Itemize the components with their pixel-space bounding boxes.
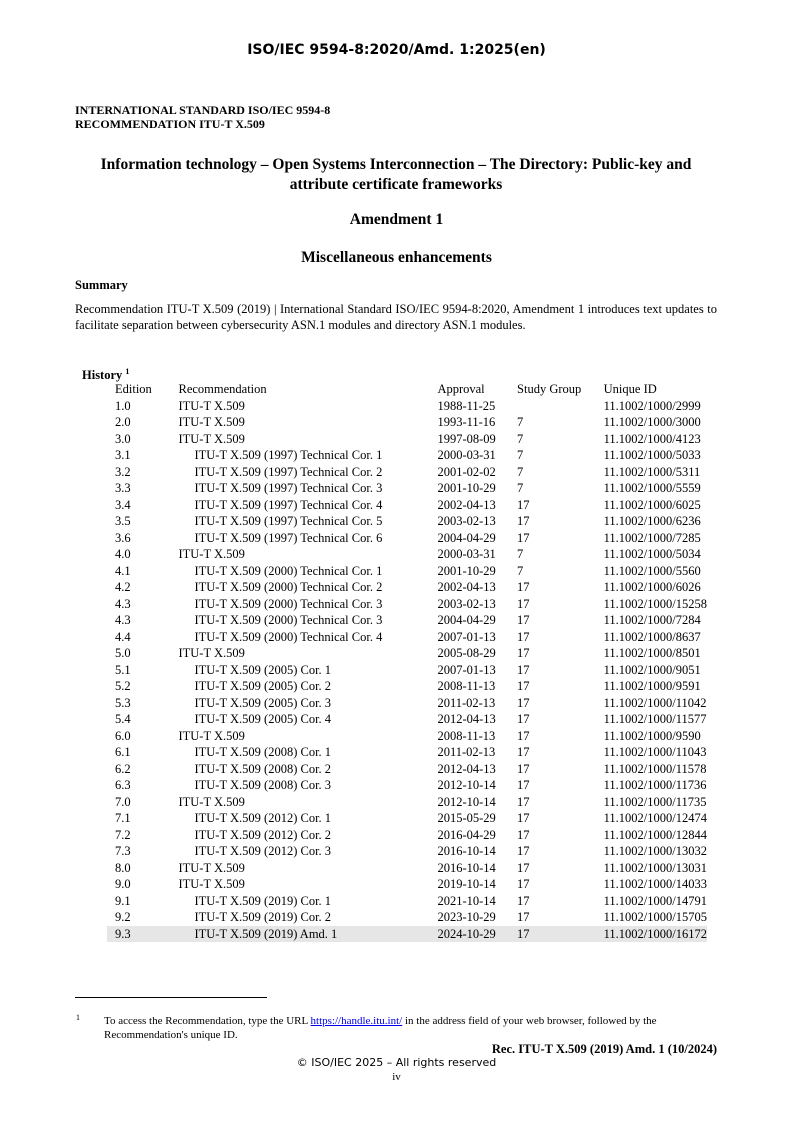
approval-date-cell: 2008-11-13 <box>437 728 496 743</box>
recommendation-cell: ITU-T X.509 (1997) Technical Cor. 5 <box>194 514 383 528</box>
col-edition: Edition <box>115 382 152 396</box>
study-group-cell: 17 <box>517 827 530 842</box>
study-group-cell: 17 <box>517 761 530 776</box>
unique-id-cell: 11.1002/1000/15258 <box>603 596 707 611</box>
approval-date-cell: 1997-08-09 <box>437 431 496 446</box>
study-group-cell: 17 <box>517 778 530 792</box>
recommendation-cell: ITU-T X.509 (1997) Technical Cor. 6 <box>194 530 383 545</box>
approval-date-cell: 2008-11-13 <box>437 679 496 693</box>
edition-cell: 9.3 <box>107 926 178 943</box>
history-row <box>107 398 707 415</box>
unique-id-cell: 11.1002/1000/6026 <box>603 580 701 594</box>
study-group-cell <box>517 398 604 415</box>
study-group-cell: 7 <box>517 415 524 429</box>
unique-id-cell: 11.1002/1000/5560 <box>603 563 701 578</box>
edition-cell: 3.3 <box>115 481 131 495</box>
edition-cell: 7.3 <box>115 844 131 858</box>
unique-id-cell: 11.1002/1000/4123 <box>603 431 701 446</box>
unique-id-cell: 11.1002/1000/2999 <box>603 398 701 413</box>
recommendation-cell: ITU-T X.509 (2000) Technical Cor. 1 <box>194 563 383 578</box>
footnote-mark: 1 <box>76 1013 80 1022</box>
history-row <box>107 794 707 811</box>
recommendation-cell: ITU-T X.509 (2005) Cor. 2 <box>194 679 332 693</box>
approval-date-cell: 2005-08-29 <box>437 646 496 660</box>
unique-id-cell: 11.1002/1000/11043 <box>603 745 707 759</box>
approval-date-cell: 2016-10-14 <box>437 860 496 875</box>
history-table-header <box>107 381 707 398</box>
study-group-cell: 17 <box>517 580 530 594</box>
study-group-cell: 7 <box>517 431 524 446</box>
edition-cell: 4.1 <box>115 563 131 578</box>
history-row <box>107 662 707 679</box>
unique-id-cell: 11.1002/1000/14791 <box>603 893 707 908</box>
unique-id-cell: 11.1002/1000/11735 <box>603 794 707 809</box>
history-row <box>107 695 707 712</box>
approval-date-cell: 2019-10-14 <box>437 877 496 891</box>
approval-date-cell: 2002-04-13 <box>437 497 496 512</box>
history-row <box>107 563 707 580</box>
unique-id-cell: 11.1002/1000/13031 <box>603 860 707 875</box>
unique-id-cell: 11.1002/1000/9590 <box>603 728 701 743</box>
recommendation-cell: ITU-T X.509 (1997) Technical Cor. 3 <box>194 481 383 495</box>
col-approval: Approval <box>437 382 485 396</box>
study-group-cell: 17 <box>517 679 530 693</box>
study-group-cell: 17 <box>517 893 530 908</box>
history-table-body <box>107 398 707 943</box>
edition-cell: 5.2 <box>115 679 131 693</box>
recommendation-cell: ITU-T X.509 <box>178 431 245 446</box>
approval-date-cell: 2004-04-29 <box>437 613 496 627</box>
history-row <box>107 579 707 596</box>
study-group-cell: 17 <box>517 629 530 644</box>
study-group-cell: 17 <box>517 728 530 743</box>
history-row <box>107 761 707 778</box>
history-row <box>107 612 707 629</box>
recommendation-cell: ITU-T X.509 (2012) Cor. 3 <box>194 844 332 858</box>
approval-date-cell: 2001-10-29 <box>437 563 496 578</box>
approval-date-cell: 2000-03-31 <box>437 448 496 462</box>
recommendation-cell: ITU-T X.509 (2012) Cor. 2 <box>194 827 332 842</box>
unique-id-cell: 11.1002/1000/11578 <box>603 761 707 776</box>
edition-cell: 4.2 <box>115 580 131 594</box>
unique-id-cell: 11.1002/1000/6025 <box>603 497 701 512</box>
unique-id-cell: 11.1002/1000/9591 <box>603 679 701 693</box>
unique-id-cell: 11.1002/1000/5033 <box>603 448 701 462</box>
study-group-cell: 7 <box>517 547 524 561</box>
study-group-cell: 17 <box>517 530 530 545</box>
study-group-cell: 17 <box>517 662 530 677</box>
unique-id-cell: 11.1002/1000/7284 <box>603 613 701 627</box>
summary-text: Recommendation ITU-T X.509 (2019) | International Standard ISO/IEC 9594-8:2020, Amendment 1 introduces text updates to facilitate separation between cybersecurity ASN.1 modules and directory ASN.1 modules. <box>75 302 717 332</box>
recommendation-cell: ITU-T X.509 (2005) Cor. 4 <box>194 712 332 726</box>
history-row <box>107 926 707 943</box>
history-row <box>107 728 707 745</box>
recommendation-cell: ITU-T X.509 <box>178 877 245 891</box>
study-group-cell: 17 <box>517 811 530 825</box>
recommendation-cell: ITU-T X.509 (2019) Cor. 1 <box>194 893 332 908</box>
edition-cell: 7.1 <box>115 811 131 825</box>
history-row <box>107 464 707 481</box>
history-row <box>107 876 707 893</box>
approval-date-cell: 2012-10-14 <box>437 778 496 792</box>
recommendation-cell: ITU-T X.509 <box>178 646 245 660</box>
history-row <box>107 810 707 827</box>
edition-cell: 4.4 <box>115 629 131 644</box>
unique-id-cell: 11.1002/1000/16172 <box>603 926 707 941</box>
edition-cell: 6.2 <box>115 761 131 776</box>
approval-date-cell: 2001-10-29 <box>437 481 496 495</box>
recommendation-number: RECOMMENDATION ITU-T X.509 <box>75 117 265 131</box>
approval-date-cell: 2016-04-29 <box>437 827 496 842</box>
approval-date-cell: 2024-10-29 <box>437 926 517 943</box>
footer-copyright: © ISO/IEC 2025 – All rights reserved <box>296 1056 497 1069</box>
edition-cell: 5.3 <box>115 695 131 710</box>
edition-cell: 4.3 <box>115 613 131 627</box>
recommendation-cell: ITU-T X.509 (2000) Technical Cor. 3 <box>194 596 383 611</box>
history-heading-label: History <box>82 368 123 383</box>
study-group-cell: 17 <box>517 695 530 710</box>
summary-heading: Summary <box>75 278 128 292</box>
edition-cell: 7.2 <box>115 827 131 842</box>
footnote-divider <box>75 997 267 998</box>
approval-date-cell: 2012-04-13 <box>437 712 496 726</box>
recommendation-cell: ITU-T X.509 <box>178 415 245 429</box>
edition-cell: 3.5 <box>115 514 131 528</box>
edition-cell: 4.3 <box>115 596 131 611</box>
recommendation-cell: ITU-T X.509 (2005) Cor. 1 <box>194 662 332 677</box>
recommendation-cell: ITU-T X.509 <box>178 398 245 413</box>
edition-cell: 3.4 <box>115 497 131 512</box>
unique-id-cell: 11.1002/1000/13032 <box>603 844 707 858</box>
footnote-text <box>104 1014 717 1042</box>
unique-id-cell: 11.1002/1000/3000 <box>603 415 701 429</box>
history-row <box>107 629 707 646</box>
edition-cell: 3.1 <box>115 448 131 462</box>
history-row <box>107 513 707 530</box>
edition-cell: 5.4 <box>115 712 131 726</box>
unique-id-cell: 11.1002/1000/8637 <box>603 629 701 644</box>
recommendation-cell: ITU-T X.509 (1997) Technical Cor. 4 <box>194 497 383 512</box>
unique-id-cell: 11.1002/1000/12844 <box>603 827 707 842</box>
study-group-cell: 17 <box>517 877 530 891</box>
edition-cell: 6.0 <box>115 728 131 743</box>
approval-date-cell: 2003-02-13 <box>437 514 496 528</box>
approval-date-cell: 2016-10-14 <box>437 844 496 858</box>
recommendation-cell: ITU-T X.509 (2005) Cor. 3 <box>194 695 332 710</box>
recommendation-cell: ITU-T X.509 <box>178 860 245 875</box>
unique-id-cell: 11.1002/1000/11577 <box>603 712 707 726</box>
approval-date-cell: 2011-02-13 <box>437 745 496 759</box>
unique-id-cell: 11.1002/1000/6236 <box>603 514 701 528</box>
document-id-header: ISO/IEC 9594-8:2020/Amd. 1:2025(en) <box>247 42 546 58</box>
edition-cell: 6.3 <box>115 778 131 792</box>
recommendation-cell: ITU-T X.509 <box>178 794 245 809</box>
study-group-cell: 17 <box>517 794 530 809</box>
handle-url-link[interactable]: https://handle.itu.int/ <box>310 1015 403 1027</box>
recommendation-cell: ITU-T X.509 (2008) Cor. 3 <box>194 778 332 792</box>
approval-date-cell: 2021-10-14 <box>437 893 496 908</box>
recommendation-cell: ITU-T X.509 (1997) Technical Cor. 1 <box>194 448 383 462</box>
history-row <box>107 546 707 563</box>
history-row <box>107 480 707 497</box>
study-group-cell: 17 <box>517 613 530 627</box>
study-group-cell: 17 <box>517 646 530 660</box>
footnote-text-after: in the address field of your web browser, followed by the Recommendation's unique ID. <box>104 1015 657 1041</box>
history-row <box>107 414 707 431</box>
study-group-cell: 17 <box>517 910 530 924</box>
unique-id-cell: 11.1002/1000/11736 <box>603 778 707 792</box>
history-row <box>107 431 707 448</box>
approval-date-cell: 2007-01-13 <box>437 662 496 677</box>
history-row <box>107 447 707 464</box>
edition-cell: 4.0 <box>115 547 131 561</box>
col-unique-id: Unique ID <box>603 382 657 396</box>
approval-date-cell: 1988-11-25 <box>437 398 496 413</box>
edition-cell: 3.0 <box>115 431 131 446</box>
study-group-cell: 17 <box>517 745 530 759</box>
study-group-cell: 7 <box>517 448 524 462</box>
standard-number: INTERNATIONAL STANDARD ISO/IEC 9594-8 <box>75 103 331 117</box>
study-group-cell: 17 <box>517 596 530 611</box>
unique-id-cell: 11.1002/1000/15705 <box>603 910 707 924</box>
edition-cell: 5.0 <box>115 646 131 660</box>
approval-date-cell: 2001-02-02 <box>437 464 496 479</box>
edition-cell: 3.2 <box>115 464 131 479</box>
study-group-cell: 17 <box>517 926 604 943</box>
edition-cell: 9.1 <box>115 893 131 908</box>
recommendation-cell: ITU-T X.509 (1997) Technical Cor. 2 <box>194 464 383 479</box>
approval-date-cell: 1993-11-16 <box>437 415 496 429</box>
footer-recommendation: Rec. ITU-T X.509 (2019) Amd. 1 (10/2024) <box>491 1042 717 1056</box>
recommendation-cell: ITU-T X.509 (2019) Amd. 1 <box>178 926 437 943</box>
unique-id-cell: 11.1002/1000/11042 <box>603 695 707 710</box>
history-row <box>107 893 707 910</box>
history-row <box>107 827 707 844</box>
approval-date-cell: 2004-04-29 <box>437 530 496 545</box>
unique-id-cell: 11.1002/1000/8501 <box>603 646 701 660</box>
edition-cell: 1.0 <box>115 398 131 413</box>
footnote-reference[interactable]: 1 <box>125 367 130 376</box>
approval-date-cell: 2000-03-31 <box>437 547 496 561</box>
edition-cell: 8.0 <box>115 860 131 875</box>
study-group-cell: 17 <box>517 860 530 875</box>
history-row <box>107 678 707 695</box>
study-group-cell: 17 <box>517 497 530 512</box>
history-row <box>107 497 707 514</box>
approval-date-cell: 2015-05-29 <box>437 811 496 825</box>
history-row <box>107 711 707 728</box>
study-group-cell: 7 <box>517 563 524 578</box>
edition-cell: 9.0 <box>115 877 131 891</box>
study-group-cell: 17 <box>517 514 530 528</box>
recommendation-cell: ITU-T X.509 (2012) Cor. 1 <box>194 811 332 825</box>
document-title: Information technology – Open Systems Interconnection – The Directory: Public-key and attribute certificate frameworks <box>100 156 692 193</box>
edition-cell: 2.0 <box>115 415 131 429</box>
history-row <box>107 860 707 877</box>
amendment-heading: Amendment 1 <box>349 211 444 228</box>
unique-id-cell: 11.1002/1000/7285 <box>603 530 701 545</box>
page-number: iv <box>392 1071 401 1083</box>
approval-date-cell: 2003-02-13 <box>437 596 496 611</box>
unique-id-cell: 11.1002/1000/5034 <box>603 547 701 561</box>
history-row <box>107 843 707 860</box>
edition-cell: 5.1 <box>115 662 131 677</box>
recommendation-cell: ITU-T X.509 (2008) Cor. 2 <box>194 761 332 776</box>
unique-id-cell: 11.1002/1000/9051 <box>603 662 701 677</box>
edition-cell: 7.0 <box>115 794 131 809</box>
col-study-group: Study Group <box>517 382 582 396</box>
footnote-text-before: To access the Recommendation, type the URL <box>104 1015 311 1027</box>
recommendation-cell: ITU-T X.509 (2000) Technical Cor. 2 <box>194 580 383 594</box>
edition-cell: 3.6 <box>115 530 131 545</box>
history-row <box>107 777 707 794</box>
approval-date-cell: 2012-10-14 <box>437 794 496 809</box>
study-group-cell: 17 <box>517 712 530 726</box>
edition-cell: 9.2 <box>115 910 131 924</box>
history-row <box>107 645 707 662</box>
history-table <box>107 381 707 942</box>
approval-date-cell: 2012-04-13 <box>437 761 496 776</box>
approval-date-cell: 2011-02-13 <box>437 695 496 710</box>
unique-id-cell: 11.1002/1000/5559 <box>603 481 701 495</box>
study-group-cell: 17 <box>517 844 530 858</box>
edition-cell: 6.1 <box>115 745 131 759</box>
amendment-subtitle: Miscellaneous enhancements <box>301 249 492 266</box>
unique-id-cell: 11.1002/1000/12474 <box>603 811 707 825</box>
approval-date-cell: 2007-01-13 <box>437 629 496 644</box>
recommendation-cell: ITU-T X.509 (2000) Technical Cor. 4 <box>194 629 383 644</box>
recommendation-cell: ITU-T X.509 (2000) Technical Cor. 3 <box>194 613 383 627</box>
study-group-cell: 7 <box>517 464 524 479</box>
unique-id-cell: 11.1002/1000/14033 <box>603 877 707 891</box>
unique-id-cell: 11.1002/1000/5311 <box>603 464 701 479</box>
history-row <box>107 596 707 613</box>
recommendation-cell: ITU-T X.509 (2019) Cor. 2 <box>194 910 332 924</box>
history-row <box>107 530 707 547</box>
recommendation-cell: ITU-T X.509 <box>178 728 245 743</box>
col-recommendation: Recommendation <box>178 382 267 396</box>
recommendation-cell: ITU-T X.509 <box>178 547 245 561</box>
approval-date-cell: 2023-10-29 <box>437 910 496 924</box>
approval-date-cell: 2002-04-13 <box>437 580 496 594</box>
history-row <box>107 909 707 926</box>
recommendation-cell: ITU-T X.509 (2008) Cor. 1 <box>194 745 332 759</box>
study-group-cell: 7 <box>517 481 524 495</box>
history-row <box>107 744 707 761</box>
